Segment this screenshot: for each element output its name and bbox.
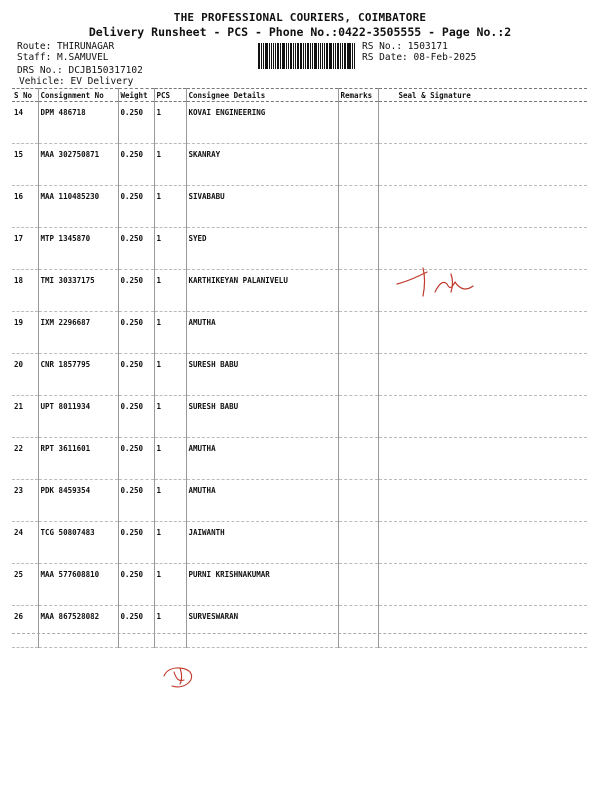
row-remarks [338, 396, 378, 438]
row-weight: 0.250 [118, 354, 154, 396]
col-consignee-header: Consignee Details [186, 89, 338, 102]
row-seal-signature [378, 312, 587, 354]
row-sno: 17 [12, 228, 38, 270]
rs-number: RS No.: 1503171 [362, 41, 448, 52]
row-consignment-no: MTP 1345870 [38, 228, 118, 270]
table-row [12, 396, 587, 438]
table-row [12, 102, 587, 144]
row-remarks [338, 564, 378, 606]
row-weight: 0.250 [118, 396, 154, 438]
row-sno: 18 [12, 270, 38, 312]
table-row [12, 606, 587, 648]
row-pcs: 1 [154, 396, 186, 438]
handwritten-mark [160, 662, 200, 692]
staff-label: Staff: M.SAMUVEL [17, 52, 109, 63]
row-consignee: AMUTHA [186, 438, 338, 480]
table-row [12, 312, 587, 354]
col-sno-header: S No [12, 89, 38, 102]
row-sno: 20 [12, 354, 38, 396]
row-pcs: 1 [154, 354, 186, 396]
col-pcs-header: PCS [154, 89, 186, 102]
row-pcs: 1 [154, 606, 186, 648]
col-seal-header: Seal & Signature [378, 89, 587, 102]
row-sno: 25 [12, 564, 38, 606]
row-seal-signature [378, 186, 587, 228]
row-seal-signature [378, 606, 587, 648]
route-label: Route: THIRUNAGAR [17, 41, 115, 52]
handwritten-signature [395, 262, 485, 302]
row-seal-signature [378, 522, 587, 564]
row-pcs: 1 [154, 480, 186, 522]
row-consignee: SURVESWARAN [186, 606, 338, 648]
row-pcs: 1 [154, 228, 186, 270]
table-row [12, 438, 587, 480]
row-sno: 21 [12, 396, 38, 438]
row-weight: 0.250 [118, 606, 154, 648]
row-consignment-no: IXM 2296687 [38, 312, 118, 354]
row-seal-signature [378, 564, 587, 606]
row-remarks [338, 522, 378, 564]
row-pcs: 1 [154, 186, 186, 228]
row-consignee: SKANRAY [186, 144, 338, 186]
row-weight: 0.250 [118, 270, 154, 312]
row-seal-signature [378, 396, 587, 438]
row-weight: 0.250 [118, 564, 154, 606]
runsheet-table [12, 88, 587, 648]
row-pcs: 1 [154, 144, 186, 186]
row-weight: 0.250 [118, 522, 154, 564]
row-seal-signature [378, 480, 587, 522]
row-consignment-no: MAA 867528082 [38, 606, 118, 648]
row-remarks [338, 312, 378, 354]
row-remarks [338, 354, 378, 396]
vehicle-label: Vehicle: EV Delivery [19, 76, 134, 87]
row-consignment-no: PDK 8459354 [38, 480, 118, 522]
table-row [12, 144, 587, 186]
row-consignment-no: TCG 50807483 [38, 522, 118, 564]
row-sno: 24 [12, 522, 38, 564]
row-consignee: SURESH BABU [186, 396, 338, 438]
row-consignment-no: TMI 30337175 [38, 270, 118, 312]
row-weight: 0.250 [118, 228, 154, 270]
row-consignee: AMUTHA [186, 312, 338, 354]
row-consignee: SYED [186, 228, 338, 270]
row-sno: 15 [12, 144, 38, 186]
row-weight: 0.250 [118, 312, 154, 354]
row-pcs: 1 [154, 564, 186, 606]
row-remarks [338, 228, 378, 270]
row-seal-signature [378, 354, 587, 396]
row-pcs: 1 [154, 102, 186, 144]
row-consignment-no: MAA 302750871 [38, 144, 118, 186]
row-sno: 23 [12, 480, 38, 522]
row-seal-signature [378, 144, 587, 186]
row-consignment-no: UPT 8011934 [38, 396, 118, 438]
row-pcs: 1 [154, 312, 186, 354]
table-row [12, 564, 587, 606]
row-consignment-no: DPM 486718 [38, 102, 118, 144]
row-seal-signature [378, 102, 587, 144]
row-sno: 19 [12, 312, 38, 354]
row-sno: 26 [12, 606, 38, 648]
table-row [12, 354, 587, 396]
row-consignment-no: MAA 110485230 [38, 186, 118, 228]
barcode [258, 43, 356, 69]
row-weight: 0.250 [118, 102, 154, 144]
row-consignee: SIVABABU [186, 186, 338, 228]
table-row [12, 228, 587, 270]
col-weight-header: Weight [118, 89, 154, 102]
row-consignee: KOVAI ENGINEERING [186, 102, 338, 144]
row-weight: 0.250 [118, 480, 154, 522]
col-remarks-header: Remarks [338, 89, 378, 102]
row-consignment-no: CNR 1857795 [38, 354, 118, 396]
rs-date: RS Date: 08-Feb-2025 [362, 52, 477, 63]
table-row [12, 270, 587, 312]
table-row [12, 522, 587, 564]
row-remarks [338, 186, 378, 228]
row-consignee: SURESH BABU [186, 354, 338, 396]
row-consignee: KARTHIKEYAN PALANIVELU [186, 270, 338, 312]
row-consignment-no: MAA 577608810 [38, 564, 118, 606]
table-bottom-rule [12, 633, 587, 634]
drs-number: DRS No.: DCJB150317102 [17, 65, 143, 76]
row-consignment-no: RPT 3611601 [38, 438, 118, 480]
row-pcs: 1 [154, 522, 186, 564]
row-weight: 0.250 [118, 144, 154, 186]
row-remarks [338, 606, 378, 648]
row-remarks [338, 144, 378, 186]
row-remarks [338, 480, 378, 522]
row-remarks [338, 102, 378, 144]
row-sno: 14 [12, 102, 38, 144]
runsheet-subtitle: Delivery Runsheet - PCS - Phone No.:0422-3505555 - Page No.:2 [88, 25, 512, 39]
row-weight: 0.250 [118, 186, 154, 228]
row-consignee: PURNI KRISHNAKUMAR [186, 564, 338, 606]
row-weight: 0.250 [118, 438, 154, 480]
row-remarks [338, 270, 378, 312]
row-pcs: 1 [154, 270, 186, 312]
row-consignee: JAIWANTH [186, 522, 338, 564]
table-header-row [12, 89, 587, 102]
row-pcs: 1 [154, 438, 186, 480]
col-consignment-header: Consignment No [38, 89, 118, 102]
row-consignee: AMUTHA [186, 480, 338, 522]
table-row [12, 186, 587, 228]
row-sno: 16 [12, 186, 38, 228]
table-row [12, 480, 587, 522]
row-remarks [338, 438, 378, 480]
row-seal-signature [378, 438, 587, 480]
row-sno: 22 [12, 438, 38, 480]
company-title: THE PROFESSIONAL COURIERS, COIMBATORE [173, 11, 427, 24]
